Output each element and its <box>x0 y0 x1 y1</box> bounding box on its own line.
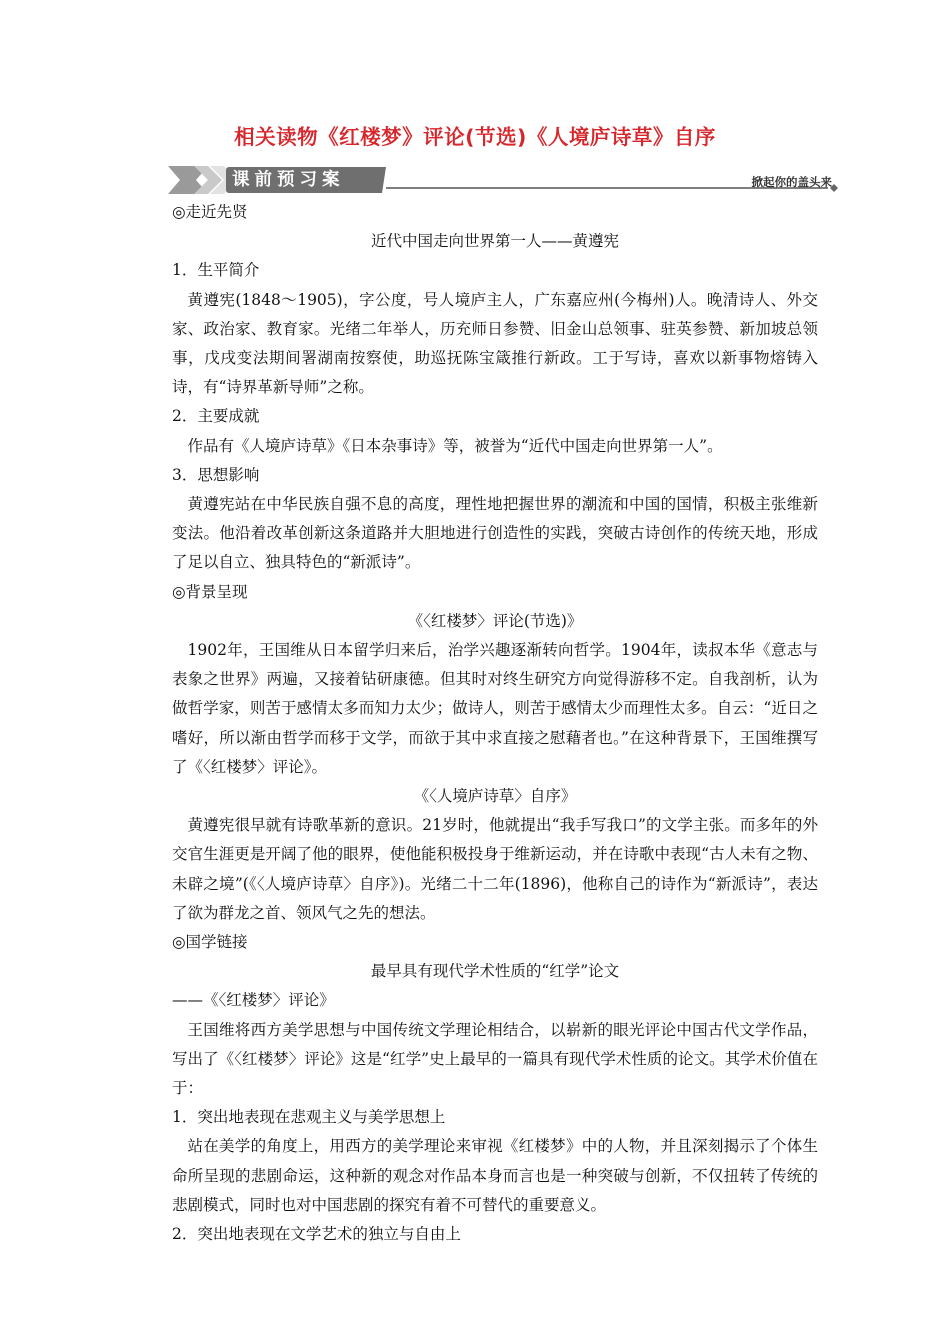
banner-label: 课前预习案 <box>232 170 345 190</box>
section-subtitle: 《〈人境庐诗草〉自序》 <box>413 786 577 805</box>
sub-heading: 2．突出地表现在文学艺术的独立与自由上 <box>172 1224 461 1243</box>
sub-heading: 2．主要成就 <box>172 407 260 426</box>
paragraph: 黄遵宪站在中华民族自强不息的高度，理性地把握世界的潮流和中国的国情，积极主张维新变法。他沿着改革创新这条道路并大胆地进行创造性的实践，突破古诗创作的传统天地，形成了足以自立、独具特色的“新派诗”。 <box>172 494 818 572</box>
section-subtitle: 《〈红楼梦〉评论(节选)》 <box>407 611 583 630</box>
byline: ——《〈红楼梦〉评论》 <box>172 991 335 1010</box>
sub-heading: 1．突出地表现在悲观主义与美学思想上 <box>172 1108 446 1127</box>
section-subtitle: 最早具有现代学术性质的“红学”论文 <box>370 962 620 981</box>
paragraph: 作品有《人境庐诗草》《日本杂事诗》等，被誉为“近代中国走向世界第一人”。 <box>187 436 723 455</box>
section-heading: ◎背景呈现 <box>172 582 248 601</box>
paragraph: 1902年，王国维从日本留学归来后，治学兴趣逐渐转向哲学。1904年，读叔本华《意志与表象之世界》两遍，又接着钻研康德。但其时对终生研究方向觉得游移不定。自我剖析，认为做哲学家，则苦于感情太多而知力太少；做诗人，则苦于感情太少而理性太多。自云：“近日之嗜好，所以渐由哲学而移于文学，而欲于其中求直接之慰藉者也。”在这种背景下，王国维撰写了《〈红楼梦〉评论》。 <box>172 640 818 776</box>
paragraph: 王国维将西方美学思想与中国传统文学理论相结合，以崭新的眼光评论中国古代文学作品，写出了《〈红楼梦〉评论》这是“红学”史上最早的一篇具有现代学术性质的论文。其学术价值在于： <box>172 1020 818 1097</box>
paragraph: 黄遵宪很早就有诗歌革新的意识。21岁时，他就提出“我手写我口”的文学主张。而多年的外交官生涯更是开阔了他的眼界，使他能积极投身于维新运动，并在诗歌中表现“古人未有之物、未辟之境”(《〈人境庐诗草〉自序》)。光绪二十二年(1896)，他称自己的诗作为“新派诗”，表达了欲为群龙之首、领风气之先的想法。 <box>172 816 818 922</box>
paragraph: 站在美学的角度上，用西方的美学理论来审视《红楼梦》中的人物，并且深刻揭示了个体生命所呈现的悲剧命运，这种新的观念对作品本身而言也是一种突破与创新，不仅扭转了传统的悲剧模式，同时也对中国悲剧的探究有着不可替代的重要意义。 <box>172 1137 818 1214</box>
section-heading: ◎走近先贤 <box>172 203 248 221</box>
page-title: 相关读物《红楼梦》评论(节选)《人境庐诗草》自序 <box>234 125 716 149</box>
sub-heading: 3．思想影响 <box>172 465 260 484</box>
content-body <box>172 198 818 1249</box>
section-heading: ◎国学链接 <box>172 932 248 951</box>
section-subtitle: 近代中国走向世界第一人——黄遵宪 <box>370 232 619 251</box>
banner-right-text: 掀起你的盖头来 <box>751 175 832 189</box>
paragraph: 黄遵宪(1848～1905)，字公度，号人境庐主人，广东嘉应州(今梅州)人。晚清诗人、外交家、政治家、教育家。光绪二年举人，历充师日参赞、旧金山总领事、驻英参赞、新加坡总领事，戊戌变法期间署湖南按察使，助巡抚陈宝箴推行新政。工于写诗，喜欢以新事物熔铸入诗，有“诗界革新导师”之称。 <box>172 290 818 397</box>
sub-heading: 1．生平简介 <box>172 261 260 280</box>
